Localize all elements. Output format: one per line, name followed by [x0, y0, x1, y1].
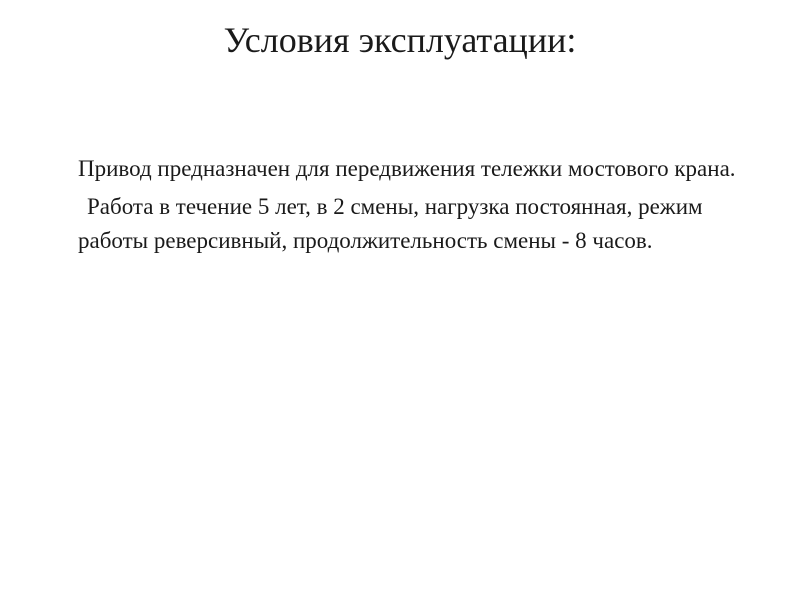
- paragraph-purpose: Привод предназначен для передвижения тележки мостового крана.: [78, 156, 736, 181]
- slide-body: [78, 152, 768, 258]
- paragraph-operating-conditions: Работа в течение 5 лет, в 2 смены, нагрузка постоянная, режим работы реверсивный, продолжительность смены - 8 часов.: [78, 194, 703, 253]
- slide-title: Условия эксплуатации:: [223, 20, 577, 60]
